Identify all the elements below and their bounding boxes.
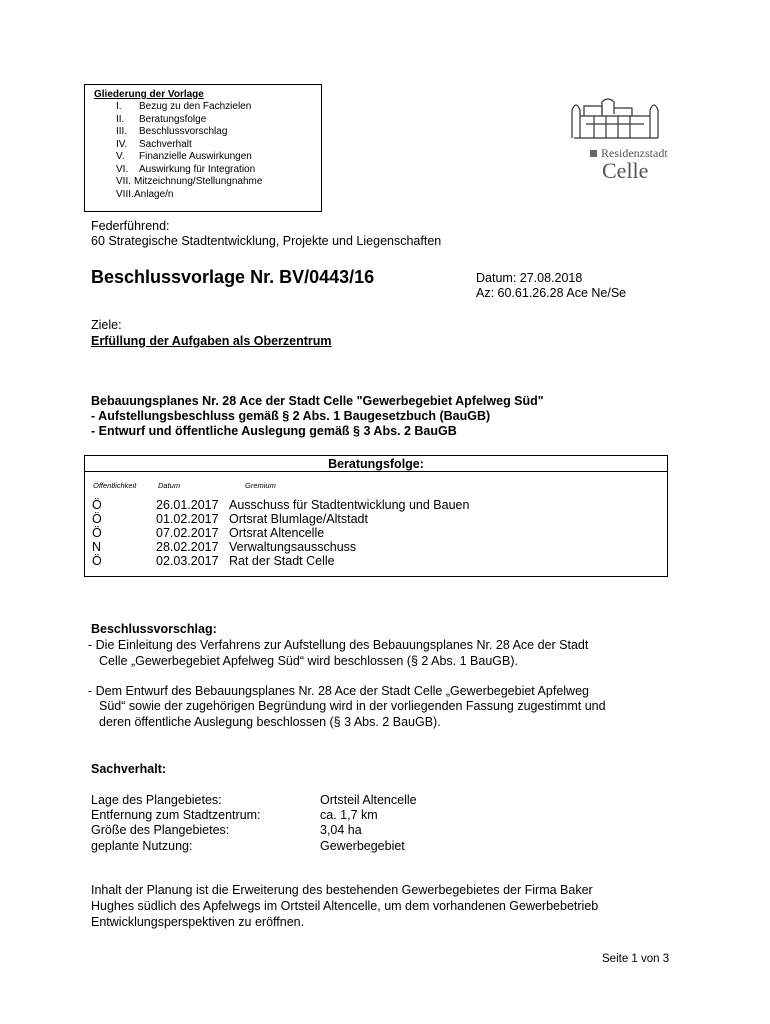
- aktenzeichen-text: Az: 60.61.26.28 Ace Ne/Se: [476, 286, 627, 300]
- gliederung-text: Beratungsfolge: [139, 113, 207, 125]
- row-datum: 02.03.2017: [156, 554, 219, 568]
- gliederung-title: Gliederung der Vorlage: [94, 89, 204, 100]
- datum-text: Datum: 27.08.2018: [476, 271, 583, 285]
- row-oeffentlichkeit: Ö: [92, 498, 102, 512]
- fact-value: 3,04 ha: [320, 823, 362, 837]
- gliederung-num: I.: [116, 101, 122, 112]
- gliederung-text: Mitzeichnung/Stellungnahme: [134, 176, 263, 187]
- fact-value: Gewerbegebiet: [320, 839, 405, 853]
- row-gremium: Ausschuss für Stadtentwicklung und Bauen: [229, 498, 470, 512]
- gliederung-item: [0, 189, 330, 202]
- beschlussvorschlag-p2-line: deren öffentliche Auslegung beschlossen (§ 3 Abs. 2 BauGB).: [99, 715, 441, 729]
- page-number: Seite 1 von 3: [602, 953, 670, 965]
- row-datum: 07.02.2017: [156, 526, 219, 540]
- fact-label: Entfernung zum Stadtzentrum:: [91, 808, 261, 822]
- sachverhalt-text-line: Hughes südlich des Apfelwegs im Ortsteil Altencelle, um dem vorhandenen Gewerbebetrieb: [91, 899, 599, 913]
- fact-label: geplante Nutzung:: [91, 839, 193, 853]
- federfuehrend-value: 60 Strategische Stadtentwicklung, Projekte und Liegenschaften: [91, 234, 442, 248]
- gliederung-num: IV.: [116, 138, 128, 150]
- logo-wordmark-celle: Celle: [602, 158, 649, 183]
- federfuehrend-label: Federführend:: [91, 219, 170, 233]
- gliederung-item: [0, 176, 330, 189]
- fact-value: Ortsteil Altencelle: [320, 793, 417, 807]
- beschlussvorschlag-heading: Beschlussvorschlag:: [91, 622, 217, 636]
- gliederung-num: V.: [116, 151, 125, 162]
- subject-line: - Entwurf und öffentliche Auslegung gemäß § 3 Abs. 2 BauGB: [91, 424, 457, 438]
- row-datum: 26.01.2017: [156, 498, 219, 512]
- fact-label: Lage des Plangebietes:: [91, 793, 222, 807]
- gliederung-text: Finanzielle Auswirkungen: [139, 151, 252, 162]
- gliederung-text: Beschlussvorschlag: [139, 126, 228, 137]
- gliederung-item: [0, 114, 330, 127]
- row-oeffentlichkeit: N: [92, 540, 102, 554]
- beschlussvorschlag-p2-line: Süd“ sowie der zugehörigen Begründung wird in der vorliegenden Fassung zugestimmt und: [99, 699, 606, 713]
- beschlussvorschlag-p1-line: - Die Einleitung des Verfahrens zur Aufstellung des Bebauungsplanes Nr. 28 Ace der Stadt: [88, 638, 589, 652]
- fact-label: Größe des Plangebietes:: [91, 823, 230, 837]
- sachverhalt-heading: Sachverhalt:: [91, 762, 167, 776]
- gliederung-num: VI.: [116, 163, 129, 175]
- subject-line: Bebauungsplanes Nr. 28 Ace der Stadt Celle "Gewerbegebiet Apfelweg Süd": [91, 394, 544, 408]
- gliederung-item: [0, 139, 330, 152]
- page-title: Beschlussvorlage Nr. BV/0443/16: [91, 267, 375, 287]
- gliederung-text: Bezug zu den Fachzielen: [139, 101, 252, 112]
- gliederung-text: Sachverhalt: [139, 138, 192, 150]
- row-gremium: Ortsrat Blumlage/Altstadt: [229, 512, 368, 526]
- sachverhalt-text-line: Entwicklungsperspektiven zu eröffnen.: [91, 915, 305, 929]
- row-oeffentlichkeit: Ö: [92, 512, 102, 526]
- gliederung-text: Anlage/n: [134, 188, 174, 200]
- row-gremium: Verwaltungsausschuss: [229, 540, 357, 554]
- beratungsfolge-title: Beratungsfolge:: [328, 457, 424, 471]
- column-header-datum: Datum: [158, 481, 181, 490]
- beratungsfolge-divider: [85, 471, 667, 472]
- ziele-label: Ziele:: [91, 318, 122, 332]
- celle-castle-logo-icon: [566, 94, 666, 142]
- gliederung-item: [0, 126, 330, 139]
- gliederung-item: [0, 101, 330, 114]
- column-header-gremium: Gremium: [245, 481, 276, 490]
- row-datum: 28.02.2017: [156, 540, 219, 554]
- subject-line: - Aufstellungsbeschluss gemäß § 2 Abs. 1 Baugesetzbuch (BauGB): [91, 409, 491, 423]
- gliederung-item: [0, 151, 330, 164]
- row-datum: 01.02.2017: [156, 512, 219, 526]
- row-gremium: Rat der Stadt Celle: [229, 554, 335, 568]
- gliederung-num: III.: [116, 126, 128, 137]
- sachverhalt-text-line: Inhalt der Planung ist die Erweiterung des bestehenden Gewerbegebietes der Firma Baker: [91, 883, 593, 897]
- beschlussvorschlag-p2-line: - Dem Entwurf des Bebauungsplanes Nr. 28 Ace der Stadt Celle „Gewerbegebiet Apfelweg: [88, 684, 589, 698]
- gliederung-num: II.: [116, 113, 125, 125]
- row-oeffentlichkeit: Ö: [92, 554, 102, 568]
- logo-wordmark-top: Residenzstadt: [590, 146, 668, 161]
- gliederung-num: VII.: [116, 176, 132, 187]
- row-gremium: Ortsrat Altencelle: [229, 526, 325, 540]
- gliederung-item: [0, 164, 330, 177]
- beschlussvorschlag-p1-line: Celle „Gewerbegebiet Apfelweg Süd“ wird beschlossen (§ 2 Abs. 1 BauGB).: [99, 654, 518, 668]
- fact-value: ca. 1,7 km: [320, 808, 378, 822]
- row-oeffentlichkeit: Ö: [92, 526, 102, 540]
- ziele-value: Erfüllung der Aufgaben als Oberzentrum: [91, 334, 332, 348]
- column-header-oeffentlichkeit: Öffentlichkeit: [93, 481, 137, 490]
- gliederung-num: VIII.: [116, 188, 134, 200]
- gliederung-text: Auswirkung für Integration: [139, 163, 256, 175]
